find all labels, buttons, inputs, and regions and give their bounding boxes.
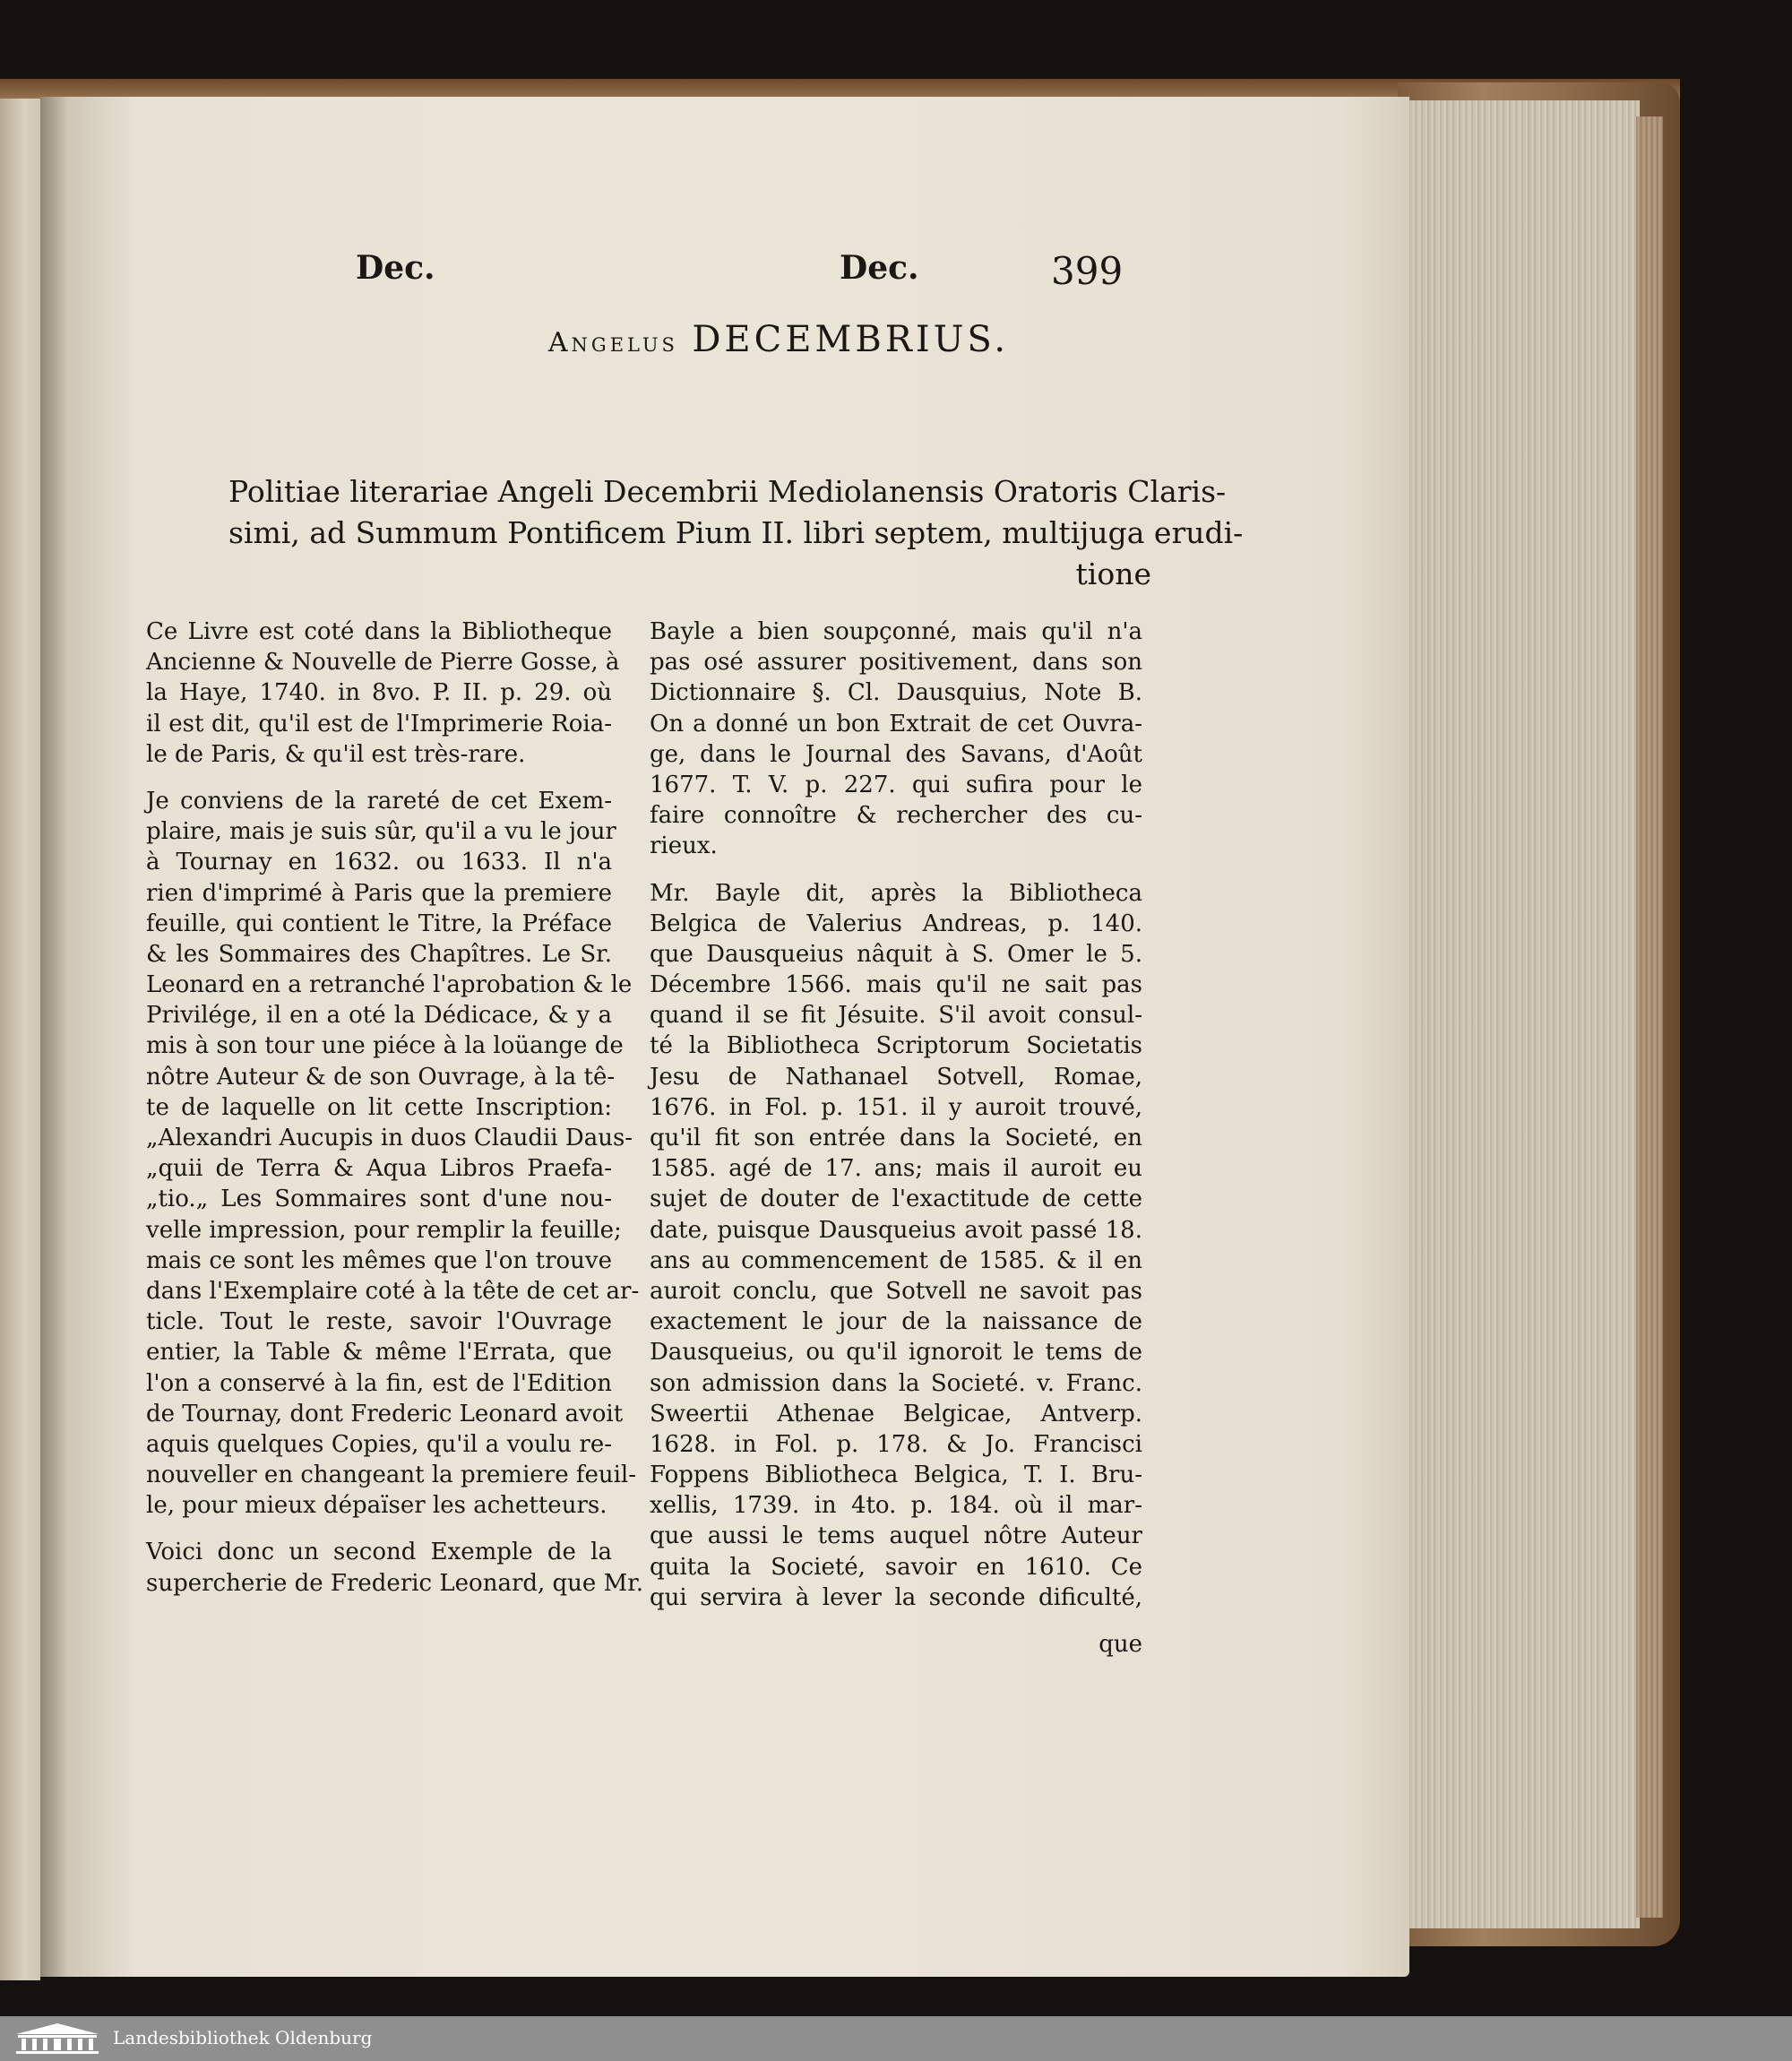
running-head-left: Dec. [356, 249, 435, 287]
text-line: entier, la Table & même l'Errata, que [146, 1339, 612, 1367]
running-header [40, 249, 1409, 312]
text-line: Leonard en a retranché l'aprobation & le [146, 971, 633, 999]
text-line: Voici donc un second Exemple de la [146, 1539, 612, 1566]
paragraph [650, 878, 1142, 1614]
text-line: rien d'imprimé à Paris que la premiere [146, 879, 612, 907]
text-line: le de Paris, & qu'il est très-rare. [146, 740, 526, 768]
paragraph [146, 617, 620, 770]
page-number: 399 [1051, 249, 1124, 293]
paragraph [146, 786, 640, 1522]
facing-page-edge [0, 99, 40, 1980]
text-line: Privilége, il en a oté la Dédicace, & y a [146, 1002, 612, 1030]
title-line: simi, ad Summum Pontificem Pium II. libri septem, multijuga erudi- [228, 515, 1244, 550]
entry-heading-surname: DECEMBRIUS. [692, 319, 1010, 360]
text-line: supercherie de Frederic Leonard, que Mr. [146, 1569, 644, 1597]
text-line: Sweertii Athenae Belgicae, Antverp. [650, 1400, 1142, 1427]
library-name: Landesbibliothek Oldenburg [113, 2027, 373, 2048]
entry-heading [40, 319, 1409, 360]
text-line: nôtre Auteur & de son Ouvrage, à la tê- [146, 1063, 616, 1091]
text-line: date, puisque Dausqueius avoit passé 18. [650, 1216, 1142, 1244]
text-line: l'on a conservé à la fin, est de l'Edition [146, 1369, 612, 1397]
left-column [146, 617, 644, 1615]
text-line: „quii de Terra & Aqua Libros Praefa- [146, 1155, 612, 1183]
text-line: ge, dans le Journal des Savans, d'Août [650, 740, 1142, 768]
text-line: mais ce sont les mêmes que l'on trouve [146, 1246, 612, 1274]
text-line: 1628. in Fol. p. 178. & Jo. Francisci [650, 1430, 1142, 1458]
text-line: sujet de douter de l'exactitude de cette [650, 1186, 1142, 1213]
book-page [40, 97, 1409, 1977]
text-line: plaire, mais je suis sûr, qu'il a vu le jour [146, 818, 616, 846]
text-line: Bayle a bien soupçonné, mais qu'il n'a [650, 618, 1142, 645]
page-stack-edge [1405, 100, 1640, 1928]
text-line: xellis, 1739. in 4to. p. 184. où il mar- [650, 1492, 1142, 1520]
paragraph [650, 617, 1142, 862]
text-line: rieux. [650, 832, 718, 860]
text-line: que aussi le tems auquel nôtre Auteur [650, 1522, 1142, 1550]
text-line: Mr. Bayle dit, après la Bibliotheca [650, 879, 1142, 907]
text-line: son admission dans la Societé. v. Franc. [650, 1369, 1142, 1397]
footer-bar [0, 2016, 1792, 2061]
text-line: ans au commencement de 1585. & il en [650, 1246, 1142, 1274]
page-stack-outer [1636, 116, 1663, 1918]
text-line: ticle. Tout le reste, savoir l'Ouvrage [146, 1308, 612, 1336]
text-line: qui servira à lever la seconde dificulté, [650, 1583, 1142, 1611]
text-line: 1677. T. V. p. 227. qui sufira pour le [650, 771, 1142, 798]
right-column [650, 617, 1142, 1660]
text-line: de Tournay, dont Frederic Leonard avoit [146, 1400, 624, 1427]
text-line: Ce Livre est coté dans la Bibliotheque [146, 618, 612, 645]
text-line: On a donné un bon Extrait de cet Ouvra- [650, 710, 1142, 737]
text-line: que Dausqueius nâquit à S. Omer le 5. [650, 940, 1142, 968]
text-line: la Haye, 1740. in 8vo. P. II. p. 29. où [146, 679, 612, 707]
entry-heading-forename: Angelus [547, 327, 678, 358]
text-line: 1585. agé de 17. ans; mais il auroit eu [650, 1155, 1142, 1183]
text-line: quita la Societé, savoir en 1610. Ce [650, 1553, 1142, 1581]
text-line: quand il se fit Jésuite. S'il avoit consul- [650, 1002, 1142, 1030]
text-line: 1676. in Fol. p. 151. il y auroit trouvé, [650, 1093, 1142, 1121]
text-line: il est dit, qu'il est de l'Imprimerie Roia- [146, 710, 612, 737]
paragraph [146, 1537, 644, 1598]
title-line: tione [1075, 556, 1151, 591]
catchword: que [1098, 1631, 1142, 1658]
text-line: Dausqueius, ou qu'il ignoroit le tems de [650, 1339, 1142, 1367]
text-line: faire connoître & rechercher des cu- [650, 802, 1142, 830]
text-line: Je conviens de la rareté de cet Exem- [146, 787, 612, 815]
text-line: auroit conclu, que Sotvell ne savoit pas [650, 1277, 1142, 1305]
text-line: qu'il fit son entrée dans la Societé, en [650, 1125, 1142, 1151]
text-line: Décembre 1566. mais qu'il ne sait pas [650, 971, 1142, 999]
library-building-icon [13, 2022, 102, 2056]
text-line: le, pour mieux dépaïser les achetteurs. [146, 1492, 607, 1520]
text-line: té la Bibliotheca Scriptorum Societatis [650, 1032, 1142, 1060]
text-line: exactement le jour de la naissance de [650, 1308, 1142, 1336]
text-line: velle impression, pour remplir la feuille; [146, 1216, 622, 1244]
title-line: Politiae literariae Angeli Decembrii Mediolanensis Oratoris Claris- [228, 474, 1227, 509]
text-line: nouveller en changeant la premiere feuil- [146, 1462, 637, 1489]
text-line: „tio.„ Les Sommaires sont d'une nou- [146, 1186, 612, 1213]
text-line: Belgica de Valerius Andreas, p. 140. [650, 910, 1142, 937]
text-line: mis à son tour une piéce à la loüange de [146, 1032, 624, 1060]
text-line: dans l'Exemplaire coté à la tête de cet ar- [146, 1277, 640, 1305]
text-line: Ancienne & Nouvelle de Pierre Gosse, à [146, 649, 620, 677]
text-line: Foppens Bibliotheca Belgica, T. I. Bru- [650, 1462, 1142, 1489]
text-line: „Alexandri Aucupis in duos Claudii Daus- [146, 1125, 633, 1151]
text-line: Jesu de Nathanael Sotvell, Romae, [650, 1063, 1142, 1091]
text-line: te de laquelle on lit cette Inscription: [146, 1093, 612, 1121]
text-line: pas osé assurer positivement, dans son [650, 649, 1142, 677]
text-line: Dictionnaire §. Cl. Dausquius, Note B. [650, 679, 1142, 707]
text-line: aquis quelques Copies, qu'il a voulu re- [146, 1430, 612, 1458]
text-line: & les Sommaires des Chapîtres. Le Sr. [146, 940, 612, 968]
book-title [228, 471, 1244, 595]
running-head-middle: Dec. [840, 249, 919, 287]
text-line: feuille, qui contient le Titre, la Préface [146, 910, 612, 937]
text-line: à Tournay en 1632. ou 1633. Il n'a [146, 849, 612, 876]
